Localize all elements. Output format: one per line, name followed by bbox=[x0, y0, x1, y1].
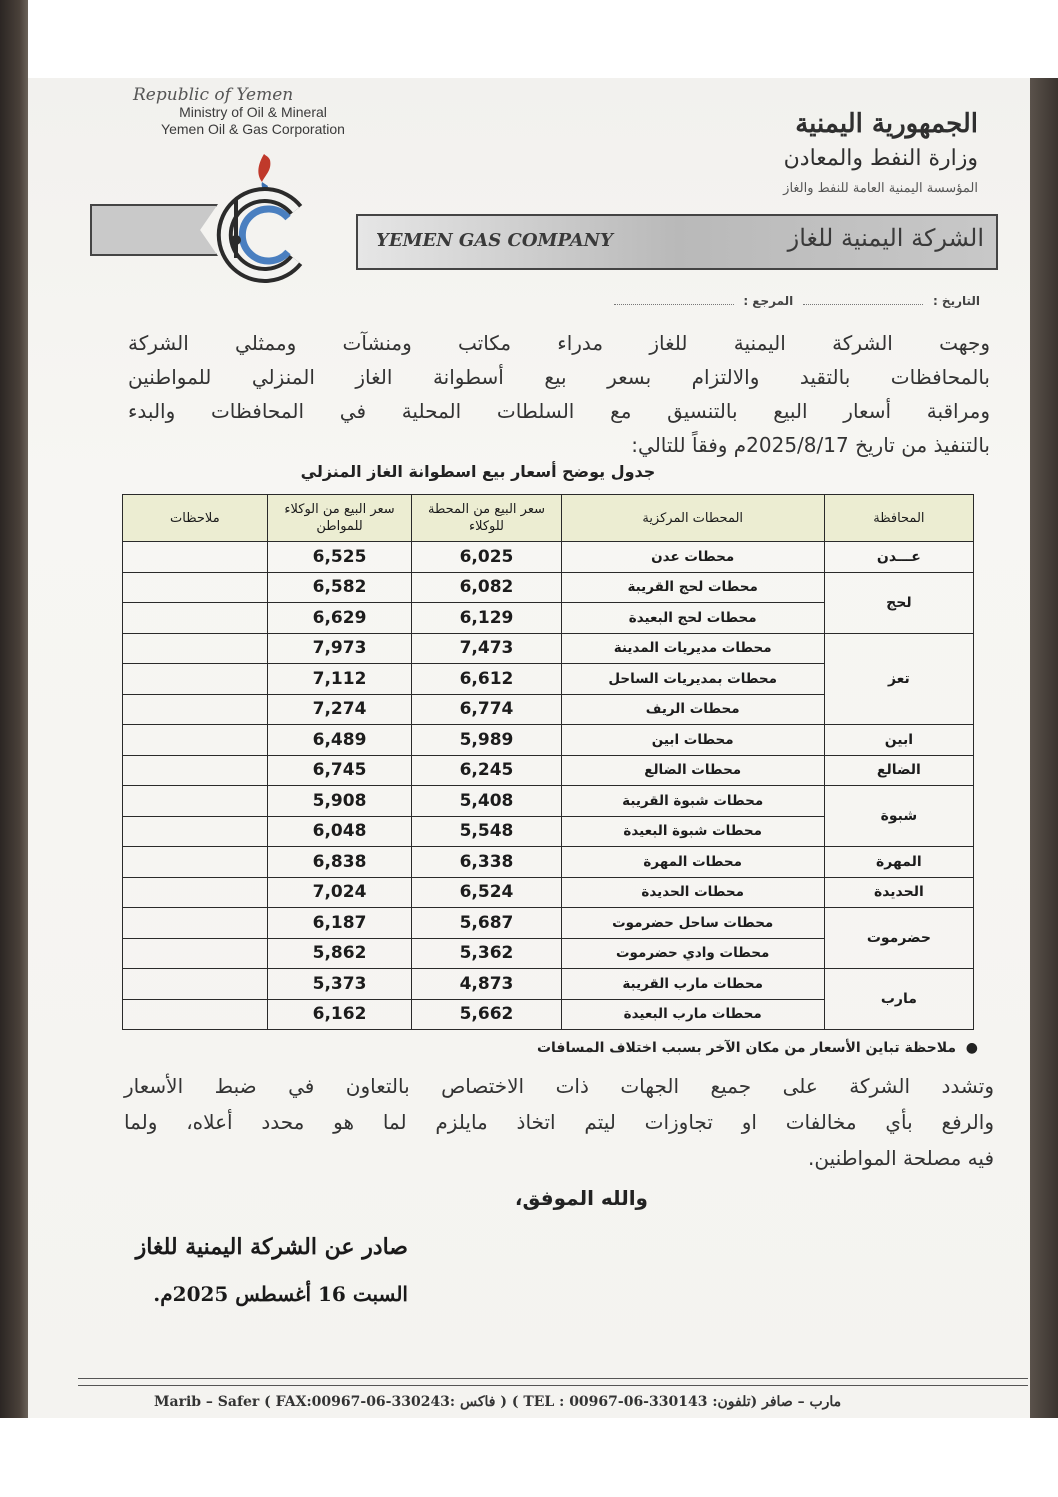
notes-cell bbox=[123, 755, 268, 786]
station-cell: محطات الريف bbox=[561, 694, 824, 725]
letter-page bbox=[28, 78, 1030, 1418]
table-row bbox=[123, 969, 974, 1000]
notes-cell bbox=[123, 847, 268, 878]
governorate-cell: المهرة bbox=[824, 847, 973, 878]
station-price-cell: 6,338 bbox=[412, 847, 561, 878]
paragraph-line: والرفع بأي مخالفات او تجاوزات ليتم اتخاذ مايلزم لما هو محدد أعلاه، ولما bbox=[124, 1110, 994, 1134]
table-row bbox=[123, 755, 974, 786]
notes-cell bbox=[123, 603, 268, 634]
agent-price-cell: 6,525 bbox=[267, 542, 412, 573]
issue-date: السبت 16 أغسطس 2025م. bbox=[153, 1282, 408, 1306]
station-price-cell: 6,612 bbox=[412, 664, 561, 695]
station-price-cell: 6,129 bbox=[412, 603, 561, 634]
company-name-english: YEMEN GAS COMPANY bbox=[376, 230, 613, 251]
price-variation-note bbox=[358, 1040, 978, 1056]
agent-price-cell: 7,024 bbox=[267, 877, 412, 908]
notes-cell bbox=[123, 938, 268, 969]
station-price-cell: 5,662 bbox=[412, 999, 561, 1030]
price-table-body bbox=[123, 542, 974, 1030]
station-cell: محطات ابين bbox=[561, 725, 824, 756]
notes-cell bbox=[123, 542, 268, 573]
station-price-cell: 5,687 bbox=[412, 908, 561, 939]
governorate-cell: شبوة bbox=[824, 786, 973, 847]
station-cell: محطات عدن bbox=[561, 542, 824, 573]
agent-price-cell: 6,162 bbox=[267, 999, 412, 1030]
paragraph-line: فيه مصلحة المواطنين. bbox=[807, 1146, 994, 1170]
table-row bbox=[123, 633, 974, 664]
closing-phrase: والله الموفق، bbox=[514, 1186, 648, 1210]
station-cell: محطات وادي حضرموت bbox=[561, 938, 824, 969]
station-price-cell: 4,873 bbox=[412, 969, 561, 1000]
header-stations: المحطات المركزية bbox=[561, 495, 824, 542]
bullet-icon: ● bbox=[956, 1040, 978, 1056]
yemen-gas-logo bbox=[196, 140, 336, 290]
paragraph-line: بالتنفيذ من تاريخ 2025/8/17م وفقاً للتالي: bbox=[631, 433, 990, 457]
notes-cell bbox=[123, 572, 268, 603]
paragraph-line: وجهت الشركة اليمنية للغاز مدراء مكاتب ومنشآت وممثلي الشركة bbox=[128, 331, 990, 355]
reference-label: المرجع : bbox=[743, 294, 794, 308]
reference-line bbox=[568, 294, 980, 308]
photo-background-left bbox=[0, 0, 28, 1497]
notes-cell bbox=[123, 664, 268, 695]
notes-cell bbox=[123, 633, 268, 664]
header-notes: ملاحظات bbox=[123, 495, 268, 542]
station-price-cell: 5,362 bbox=[412, 938, 561, 969]
agent-price-cell: 5,908 bbox=[267, 786, 412, 817]
governorate-cell: ابين bbox=[824, 725, 973, 756]
station-price-cell: 6,082 bbox=[412, 572, 561, 603]
paragraph-line: بالمحافظات بالتقيد والالتزام بسعر بيع أسطوانة الغاز المنزلي للمواطنين bbox=[128, 365, 990, 389]
republic-arabic: الجمهورية اليمنية bbox=[795, 109, 978, 139]
notes-cell bbox=[123, 908, 268, 939]
station-cell: محطات مارب القريبة bbox=[561, 969, 824, 1000]
notes-cell bbox=[123, 999, 268, 1030]
photo-background-top bbox=[0, 0, 1058, 78]
footer-divider bbox=[78, 1378, 1028, 1386]
governorate-cell: مارب bbox=[824, 969, 973, 1030]
english-letterhead bbox=[123, 86, 383, 138]
agent-price-cell: 6,489 bbox=[267, 725, 412, 756]
header-agent-price: سعر البيع من الوكلاء للمواطن bbox=[267, 495, 412, 542]
table-row bbox=[123, 572, 974, 603]
paragraph-line: ومراقبة أسعار البيع بالتنسيق مع السلطات المحلية في المحافظات والبدء bbox=[128, 399, 990, 423]
station-cell: محطات شبوة البعيدة bbox=[561, 816, 824, 847]
station-cell: محطات لحج البعيدة bbox=[561, 603, 824, 634]
agent-price-cell: 6,582 bbox=[267, 572, 412, 603]
station-cell: محطات مارب البعيدة bbox=[561, 999, 824, 1030]
corporation-english: Yemen Oil & Gas Corporation bbox=[161, 121, 345, 137]
closing-paragraph bbox=[124, 1068, 994, 1176]
agent-price-cell: 5,373 bbox=[267, 969, 412, 1000]
station-cell: محطات بمديريات الساحل bbox=[561, 664, 824, 695]
agent-price-cell: 6,745 bbox=[267, 755, 412, 786]
station-cell: محطات مديريات المدينة bbox=[561, 633, 824, 664]
station-cell: محطات المهرة bbox=[561, 847, 824, 878]
ministry-english: Ministry of Oil & Mineral bbox=[179, 104, 327, 120]
date-label: التاريخ : bbox=[932, 294, 980, 308]
table-row bbox=[123, 725, 974, 756]
governorate-cell: الضالع bbox=[824, 755, 973, 786]
price-table bbox=[122, 494, 974, 1030]
photo-background-bottom bbox=[0, 1418, 1058, 1497]
table-caption: جدول يوضح أسعار بيع اسطوانة الغاز المنزلي bbox=[300, 462, 656, 481]
station-cell: محطات الحديدة bbox=[561, 877, 824, 908]
governorate-cell: عـــدن bbox=[824, 542, 973, 573]
date-field bbox=[803, 304, 923, 305]
station-price-cell: 5,548 bbox=[412, 816, 561, 847]
station-cell: محطات لحج القريبة bbox=[561, 572, 824, 603]
note-text: ملاحظة تباين الأسعار من مكان الآخر بسبب اختلاف المسافات bbox=[536, 1040, 957, 1056]
company-name-arabic: الشركة اليمنية للغاز bbox=[787, 224, 984, 252]
republic-english: Republic of Yemen bbox=[133, 85, 294, 105]
company-banner bbox=[356, 214, 998, 270]
table-header-row bbox=[123, 495, 974, 542]
notes-cell bbox=[123, 725, 268, 756]
station-price-cell: 6,245 bbox=[412, 755, 561, 786]
station-price-cell: 7,473 bbox=[412, 633, 561, 664]
notes-cell bbox=[123, 694, 268, 725]
station-cell: محطات الضالع bbox=[561, 755, 824, 786]
arabic-letterhead bbox=[758, 106, 978, 202]
photo-background-right bbox=[1030, 78, 1058, 1418]
station-price-cell: 5,408 bbox=[412, 786, 561, 817]
table-row bbox=[123, 847, 974, 878]
notes-cell bbox=[123, 969, 268, 1000]
issuer-line: صادر عن الشركة اليمنية للغاز bbox=[135, 1234, 408, 1260]
table-row bbox=[123, 786, 974, 817]
reference-field bbox=[614, 304, 734, 305]
header-station-price: سعر البيع من المحطة للوكلاء bbox=[412, 495, 561, 542]
ministry-arabic: وزارة النفط والمعادن bbox=[783, 146, 978, 171]
paragraph-line: وتشدد الشركة على جميع الجهات ذات الاختصاص بالتعاون في ضبط الأسعار bbox=[124, 1074, 994, 1098]
notes-cell bbox=[123, 877, 268, 908]
table-row bbox=[123, 542, 974, 573]
agent-price-cell: 7,274 bbox=[267, 694, 412, 725]
governorate-cell: لحج bbox=[824, 572, 973, 633]
governorate-cell: تعز bbox=[824, 633, 973, 725]
agent-price-cell: 6,629 bbox=[267, 603, 412, 634]
agent-price-cell: 5,862 bbox=[267, 938, 412, 969]
station-price-cell: 6,524 bbox=[412, 877, 561, 908]
station-cell: محطات شبوة القريبة bbox=[561, 786, 824, 817]
intro-paragraph bbox=[128, 326, 990, 462]
agent-price-cell: 7,973 bbox=[267, 633, 412, 664]
station-price-cell: 6,025 bbox=[412, 542, 561, 573]
agent-price-cell: 7,112 bbox=[267, 664, 412, 695]
table-row bbox=[123, 877, 974, 908]
agent-price-cell: 6,187 bbox=[267, 908, 412, 939]
station-cell: محطات ساحل حضرموت bbox=[561, 908, 824, 939]
governorate-cell: حضرموت bbox=[824, 908, 973, 969]
corporation-arabic: المؤسسة اليمنية العامة للنفط والغاز bbox=[783, 181, 978, 196]
station-price-cell: 5,989 bbox=[412, 725, 561, 756]
header-governorate: المحافظة bbox=[824, 495, 973, 542]
agent-price-cell: 6,048 bbox=[267, 816, 412, 847]
station-price-cell: 6,774 bbox=[412, 694, 561, 725]
agent-price-cell: 6,838 bbox=[267, 847, 412, 878]
governorate-cell: الحديدة bbox=[824, 877, 973, 908]
footer-contact: Marib – Safer ( FAX:00967-06-330243: فاكس ) ( TEL : 00967-06-330143 :تلفون) مارب – صافر bbox=[154, 1394, 842, 1410]
notes-cell bbox=[123, 786, 268, 817]
table-row bbox=[123, 908, 974, 939]
notes-cell bbox=[123, 816, 268, 847]
